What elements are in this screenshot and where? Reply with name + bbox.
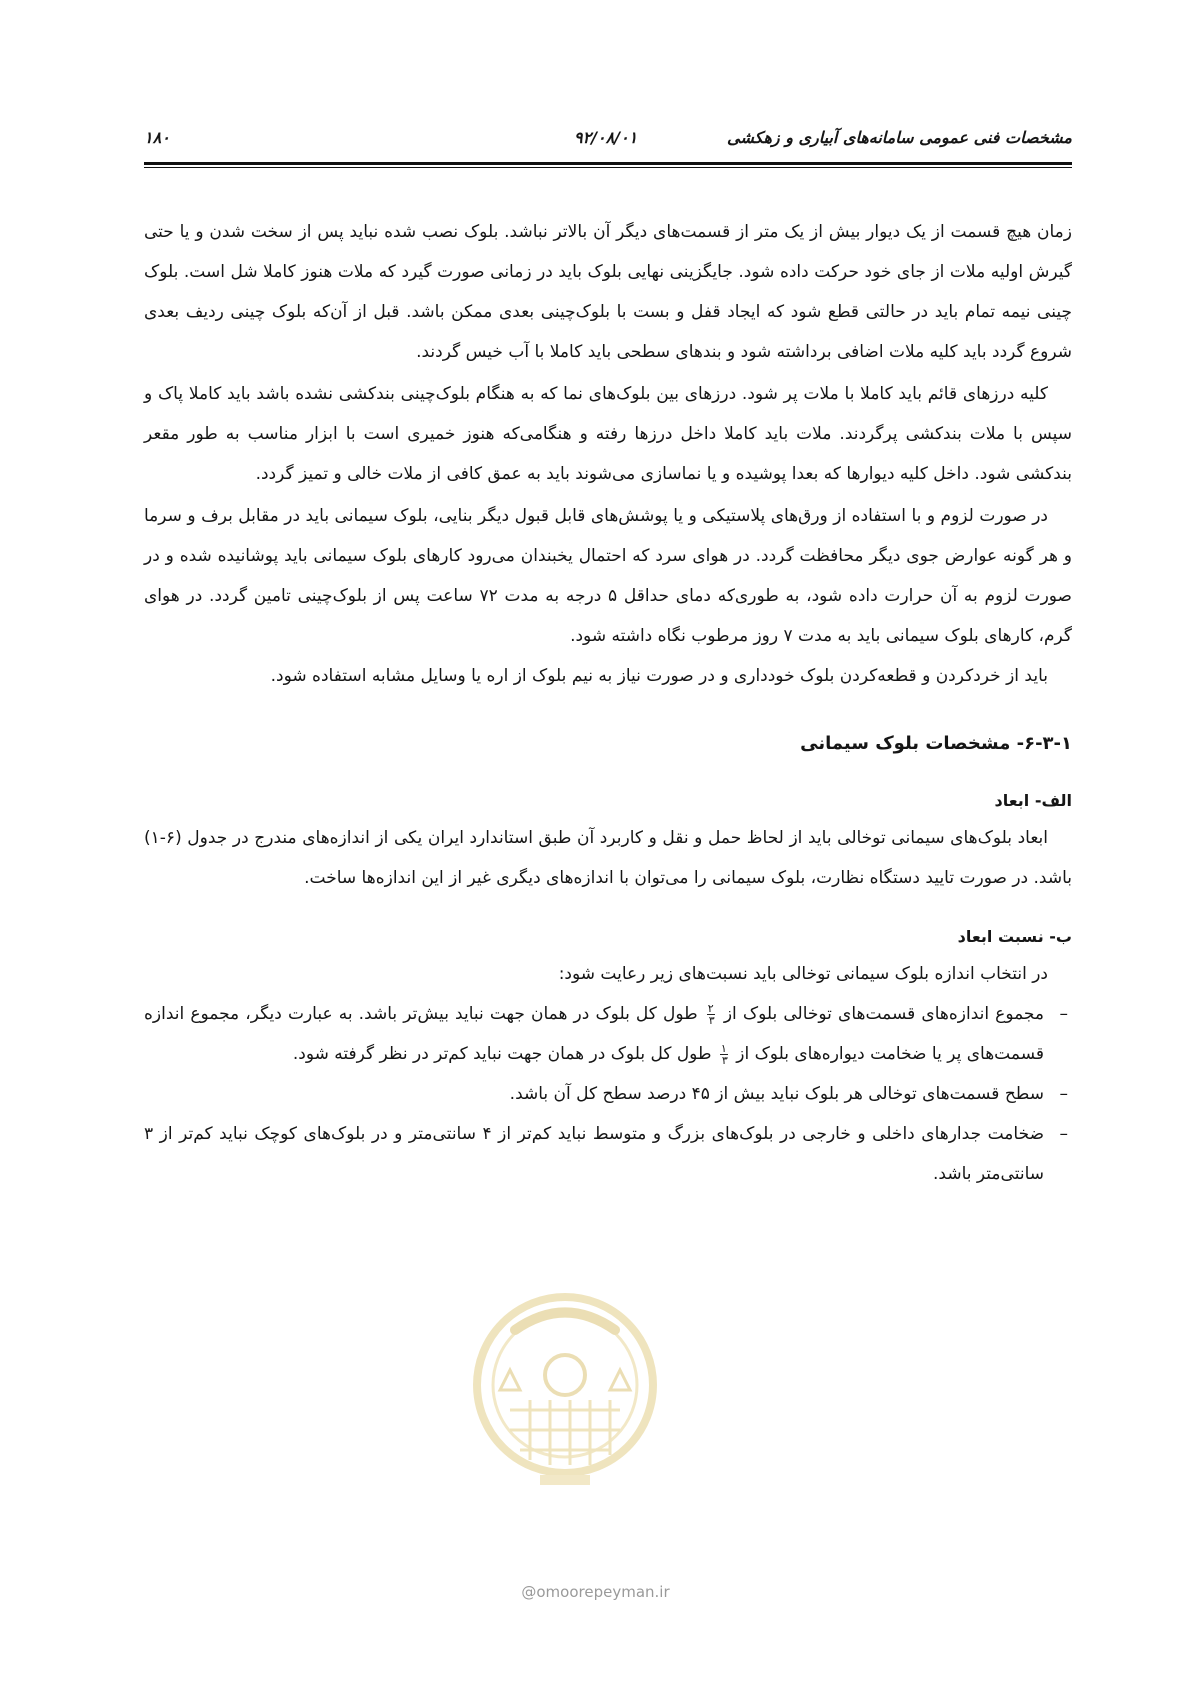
dash-bullet: – [1059,1124,1068,1144]
running-title: مشخصات فنی عمومی سامانه‌های آبیاری و زهکشی [727,128,1072,147]
dash-bullet: – [1059,1084,1068,1104]
fraction-two-thirds: $\frac{۲}{۳}$ [707,1001,715,1027]
ratio-rules-list [144,994,1072,1194]
dash-bullet: – [1059,1004,1068,1024]
list-item [144,1114,1072,1194]
paragraph-3: در صورت لزوم و با استفاده از ورق‌های پلاستیکی و یا پوشش‌های قابل قبول دیگر بنایی، بلوک سیمانی باید در مقابل برف و سرما و هر گونه عوارض جوی دیگر محافظت گردد. در هوای سرد که احتمال یخبندان می‌رود کارهای بلوک سیمانی باید پوشانیده شده و در صورت لزوم به آن حرارت داده شود، به طوری‌که دمای حداقل ۵ درجه به مدت ۷۲ ساعت پس از بلوک‌چینی تامین گردد. در هوای گرم، کارهای بلوک سیمانی باید به مدت ۷ روز مرطوب نگاه داشته شود. [144,506,1072,646]
ratios-intro: در انتخاب اندازه بلوک سیمانی توخالی باید نسبت‌های زیر رعایت شود: [558,964,1048,984]
list-item-text: مجموع اندازه‌های قسمت‌های توخالی بلوک از [723,1004,1045,1024]
paragraph-1: زمان هیچ قسمت از یک دیوار بیش از یک متر از قسمت‌های دیگر آن بالاتر نباشد. بلوک نصب شده نباید پس از سخت شدن و یا حتی گیرش اولیه ملات از جای خود حرکت داده شود. جایگزینی نهایی بلوک باید در زمانی صورت گیرد که ملات هنوز کاملا شل است. بلوک چینی نیمه تمام باید در حالتی قطع شود که ایجاد قفل و بست با بلوک‌چینی بعدی ممکن باشد. قبل از آن‌که بلوک چینی ردیف بعدی شروع گردد باید کلیه ملات اضافی برداشته شود و بندهای سطحی باید کاملا با آب خیس گردند. [144,222,1072,362]
dimensions-paragraph: ابعاد بلوک‌های سیمانی توخالی باید از لحاظ حمل و نقل و کاربرد آن طبق استاندارد ایران یکی از اندازه‌های مندرج در جدول (۶-۱) باشد. در صورت تایید دستگاه نظارت، بلوک سیمانی را می‌توان با اندازه‌های دیگری غیر از این اندازه‌ها ساخت. [144,828,1072,888]
list-item-text: ضخامت جدارهای داخلی و خارجی در بلوک‌های بزرگ و متوسط نباید کم‌تر از ۴ سانتی‌متر و در بلوک‌های کوچک نباید کم‌تر از ۳ سانتی‌متر باشد. [144,1124,1044,1184]
page-body [144,212,1072,1194]
header-rule-thin [144,167,1072,168]
page-header [144,128,1072,154]
watermark-url: @omoorepeyman.ir [521,1583,670,1601]
list-item [144,1074,1072,1114]
subsection-heading-ratios: ب- نسبت ابعاد [957,927,1072,946]
page-number: ۱۸۰ [144,128,170,147]
section-heading: ۶-۳-۱- مشخصات بلوک سیمانی [800,733,1072,754]
list-item-text: طول کل بلوک در همان جهت نباید کم‌تر در نظر گرفته شود. [292,1044,712,1064]
header-rule-thick [144,162,1072,165]
paragraph-2: کلیه درزهای قائم باید کاملا با ملات پر شود. درزهای بین بلوک‌های نما که به هنگام بلوک‌چینی بندکشی نشده باشد باید کاملا پاک و سپس با ملات بندکشی پرگردند. ملات باید کاملا داخل درزها رفته و هنگامی‌که هنوز خمیری است با ابزار مناسب به طور مقعر بندکشی شود. داخل کلیه دیوارها که بعدا پوشیده و یا نماسازی می‌شوند باید به عمق کافی از ملات خالی و تمیز گردد. [144,384,1072,484]
paragraph-4: باید از خردکردن و قطعه‌کردن بلوک خودداری و در صورت نیاز به نیم بلوک از اره یا وسایل مشابه استفاده شود. [270,666,1048,686]
header-date: ۹۲/۰۸/۰۱ [574,128,638,147]
fraction-one-third: $\frac{۱}{۳}$ [720,1041,728,1067]
watermark-seal-icon [470,1290,660,1490]
subsection-heading-dimensions: الف- ابعاد [994,791,1072,810]
list-item [144,994,1072,1074]
list-item-text: سطح قسمت‌های توخالی هر بلوک نباید بیش از ۴۵ درصد سطح کل آن باشد. [509,1084,1044,1104]
list-item-text: طول کل بلوک در همان جهت نباید بیش‌تر باشد. به عبارت دیگر، مجموع اندازه قسمت‌های پر یا ضخامت دیواره‌های بلوک از [144,1004,1044,1064]
